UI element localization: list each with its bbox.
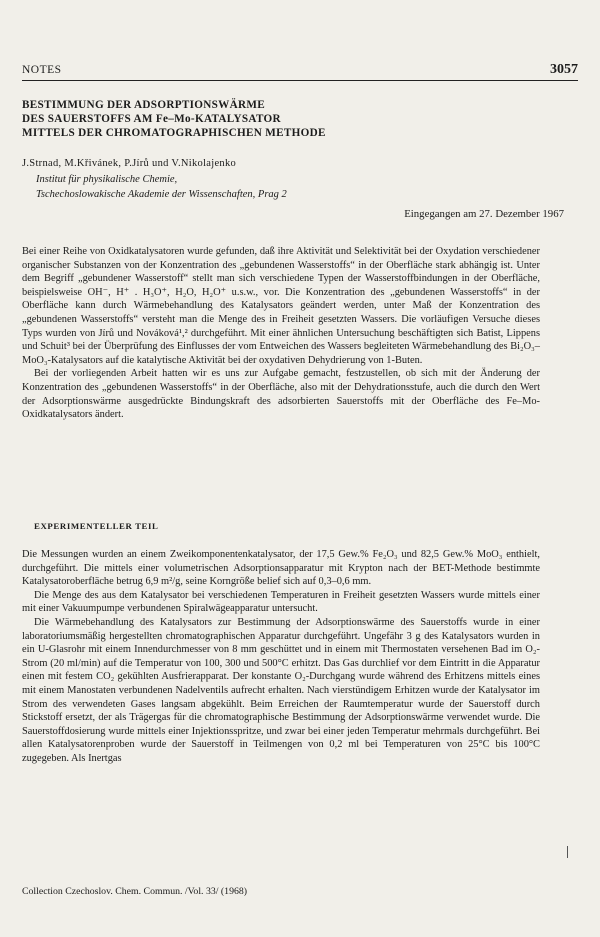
title-line-2: DES SAUERSTOFFS AM Fe–Mo-KATALYSATOR [22,113,281,125]
experimental-paragraph-3: Die Wärmebehandlung des Katalysators zur Bestimmung der Adsorptionswärme des Sauerstoffs wurde in einer laboratoriumsmäßig hergestellten chromatographischen Apparatur durchgeführt. Ungefähr 3 g des Katalysators wurden in ein U-Glasrohr mit einem Innendurchmesser von 8 mm geschüttet und in einem mit Thermostaten versehenen Bad im O₂-Strom (20 ml/min) auf die Temperatur von 100, 300 und 500°C erhitzt. Das Gas durchlief vor dem Eintritt in die Apparatur einen mit festem CO₂ gekühlten Ausfrierapparat. Der konstante O₂-Durchgang wurde während des Erhitzens mittels eines mit einem Manostaten verbundenen Nadelventils aufrecht erhalten. Nach vierstündigem Erhitzen wurde der Katalysator im Strom des verwendeten Gases langsam abgekühlt. Beim Erreichen der Raumtemperatur wurde der Sauerstoff durch Stickstoff ersetzt, der als Trägergas für die chromatographische Bestimmung der Adsorptionswärme verwendet wurde. Die Sauerstoffdosierung wurde mittels einer Injektionsspritze, und zwar bei einer jeden Temperatur mehrmals durchgeführt. Bei allen Katalysatorenproben wurde der Sauerstoff in Teilmengen von 0,2 ml bei Temperaturen von 25°C bis 100°C zugegeben. Als Inertgas [22,616,540,764]
section-heading: EXPERIMENTELLER TEIL [34,521,159,531]
affiliation-line-2: Tschechoslowakische Akademie der Wissenschaften, Prag 2 [36,188,287,200]
experimental-paragraph-1: Die Messungen wurden an einem Zweikomponentenkatalysator, der 17,5 Gew.% Fe₂O₃ und 82,5 Gew.% MoO₃ enthielt, durchgeführt. Die mittels einer volumetrischen Adsorptionsapparatur mit Krypton nach der BET-Methode bestimmte Katalysatoroberfläche betrug 6,9 m²/g, seine Korngröße belief sich auf 0,3–0,6 mm. [22,549,540,588]
article-title [22,98,562,140]
affiliation [36,173,287,202]
introduction [22,245,540,422]
experimental-paragraph-2: Die Menge des aus dem Katalysator bei verschiedenen Temperaturen in Freiheit gesetzten Wassers wurde mittels einer mit einer Vakuumpumpe verbundenen Spiralwägeapparatur untersucht. [22,589,540,615]
affiliation-line-1: Institut für physikalische Chemie, [36,174,178,185]
running-header [22,62,578,81]
author-list: J.Strnad, M.Křivánek, P.Jírů und V.Nikolajenko [22,158,237,169]
page-number: 3057 [550,62,578,77]
title-line-3: MITTELS DER CHROMATOGRAPHISCHEN METHODE [22,127,326,139]
intro-paragraph-2: Bei der vorliegenden Arbeit hatten wir es uns zur Aufgabe gemacht, festzustellen, ob sich mit der Änderung der Konzentration des „gebundenen Wasserstoffs“ in der Oberfläche, also mit der Dehydrationsstufe, auch die durch den Wert der Adsorptionswärme ausgedrückte Bindungskraft des adsorbierten Sauerstoffs mit der Oberfläche des Fe–Mo-Oxidkatalysators ändert. [22,368,540,421]
received-date: Eingegangen am 27. Dezember 1967 [404,208,564,220]
journal-footer: Collection Czechoslov. Chem. Commun. /Vol. 33/ (1968) [22,886,248,897]
experimental-section [22,548,540,766]
intro-paragraph-1: Bei einer Reihe von Oxidkatalysatoren wurde gefunden, daß ihre Aktivität und Selektivität bei der Oxydation verschiedener organischer Substanzen von der Konzentration des „gebundenen Wasserstoffs“ in der Oberfläche stark abhängig ist. Unter dem Begriff „gebundener Wasserstoff“ stellt man sich verschiedene Typen der Wasserstoffbindungen in der Oberfläche, beispielsweise OH⁻, H⁺ . H₃O⁺, H₂O, H₂O⁺ u.s.w., vor. Die Konzentration des „gebundenen Wasserstoffs“ in der Oberfläche kann durch Wärmebehandlung des Katalysators geändert werden, unter Maß der Konzentration des „gebundenen Wasserstoffs“ versteht man die Menge des in Freiheit gesetzten Wassers. Die vorläufigen Versuche dieses Typs wurden von Jírů und Nováková¹,² durchgeführt. Mit einer ähnlichen Untersuchung beschäftigten sich Batist, Lippens und Schuit³ bei der Überprüfung des Einflusses der vom Entweichen des Wassers begleiteten Wärmebehandlung des Bi₂O₃–MoO₃-Katalysators auf die katalytische Aktivität bei der oxydativen Dehydrierung von 1-Buten. [22,246,540,366]
section-label: NOTES [22,64,62,76]
margin-mark [567,846,568,858]
title-line-1: BESTIMMUNG DER ADSORPTIONSWÄRME [22,99,266,111]
